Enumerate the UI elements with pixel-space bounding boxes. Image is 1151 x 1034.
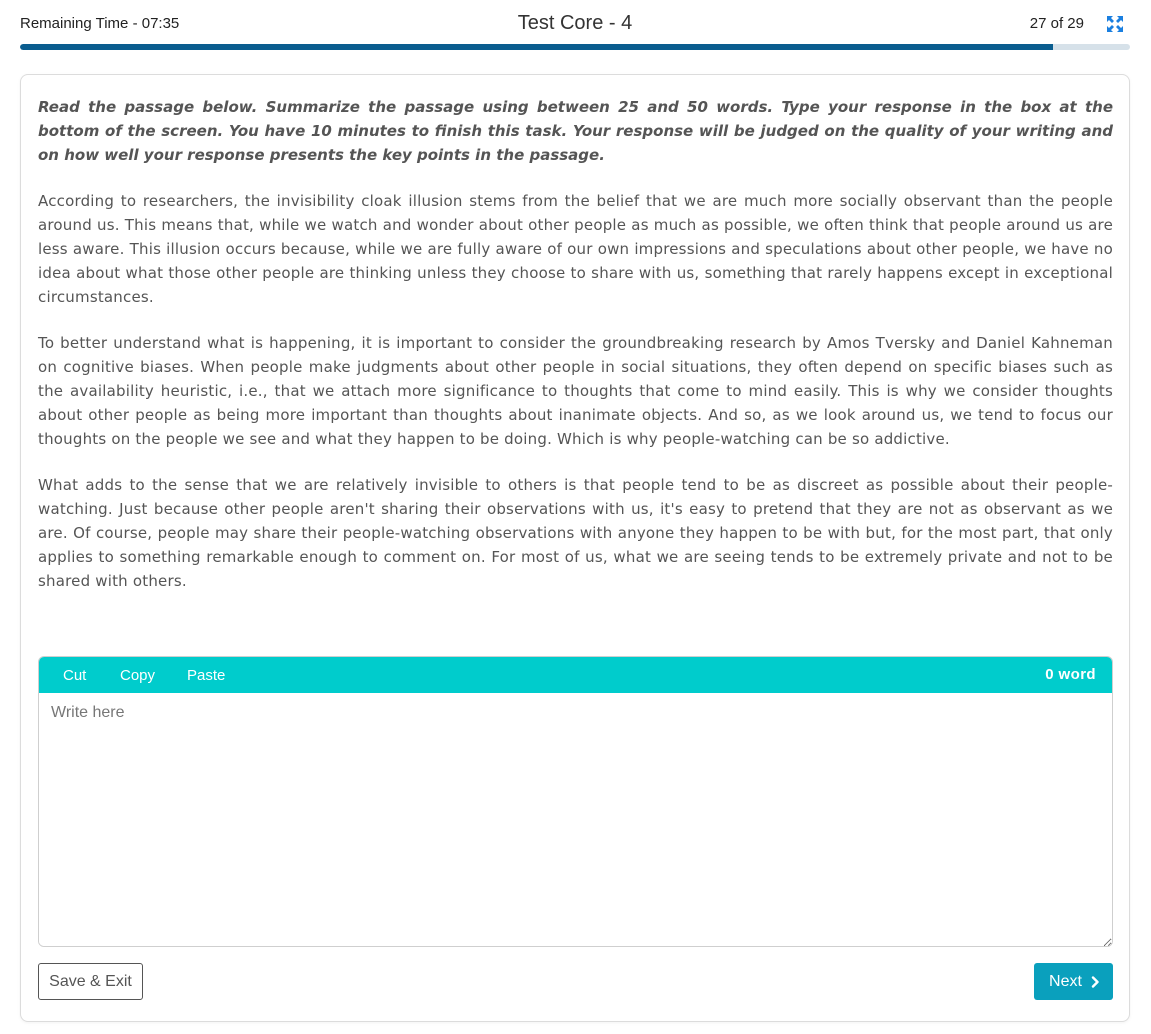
editor-toolbar [39,657,1112,693]
passage-paragraph: To better understand what is happening, it is important to consider the groundbreaking research by Amos Tversky and Daniel Kahneman on cognitive biases. When people make judgments about other people in social situations, they often depend on specific biases such as the availability heuristic, i.e., that we attach more significance to thoughts that come to mind easily. This is why we consider thoughts about other people as being more important than thoughts about inanimate objects. And so, as we look around us, we tend to focus our thoughts on the people we see and what they happen to be doing. Which is why people-watching can be so addictive. [38,334,1113,448]
copy-button[interactable]: Copy [120,667,156,684]
timer-separator: - [132,15,138,32]
progress-bar [20,44,1130,50]
progress-bar-fill [20,44,1053,50]
response-textarea[interactable] [39,693,1112,947]
expand-arrows-icon [1106,15,1124,33]
question-card [20,74,1130,1022]
reading-passage [38,189,1113,593]
save-exit-button[interactable]: Save & Exit [38,963,143,1000]
word-count: 0 word [1045,666,1096,683]
top-bar [20,10,1130,38]
task-instructions: Read the passage below. Summarize the passage using between 25 and 50 words. Type your response in the box at the bottom of the screen. You have 10 minutes to finish this task. Your response will be judged on the quality of your writing and on how well your response presents the key points in the passage. [38,98,1113,164]
passage-paragraph: According to researchers, the invisibility cloak illusion stems from the belief that we are much more socially observant than the people around us. This means that, while we watch and wonder about other people as much as possible, we often think that people around us are less aware. This illusion occurs because, while we are fully aware of our own impressions and speculations about other people, we have no idea about what those other people are thinking unless they choose to share with us, something that rarely happens except in exceptional circumstances. [38,192,1113,306]
task-content [38,95,1113,615]
next-button[interactable] [1034,963,1113,1000]
cut-button[interactable]: Cut [63,667,87,684]
chevron-right-icon [1090,976,1100,988]
response-editor [38,656,1113,947]
fullscreen-button[interactable] [1106,15,1124,33]
question-progress: 27 of 29 [1029,15,1084,32]
passage-paragraph: What adds to the sense that we are relatively invisible to others is that people tend to be as discreet as possible about their people-watching. Just because other people aren't sharing their observations with us, it's easy to pretend that they are not as observant as we are. Of course, people may share their people-watching observations with anyone they happen to be with but, for the most part, that only applies to something remarkable enough to comment on. For most of us, what we are seeing tends to be extremely private and not to be shared with others. [38,476,1113,590]
test-title: Test Core - 4 [517,12,633,34]
timer-value: 07:35 [141,15,180,32]
paste-button[interactable]: Paste [187,667,226,684]
timer-label: Remaining Time [20,15,129,32]
next-button-label: Next [1049,972,1082,990]
